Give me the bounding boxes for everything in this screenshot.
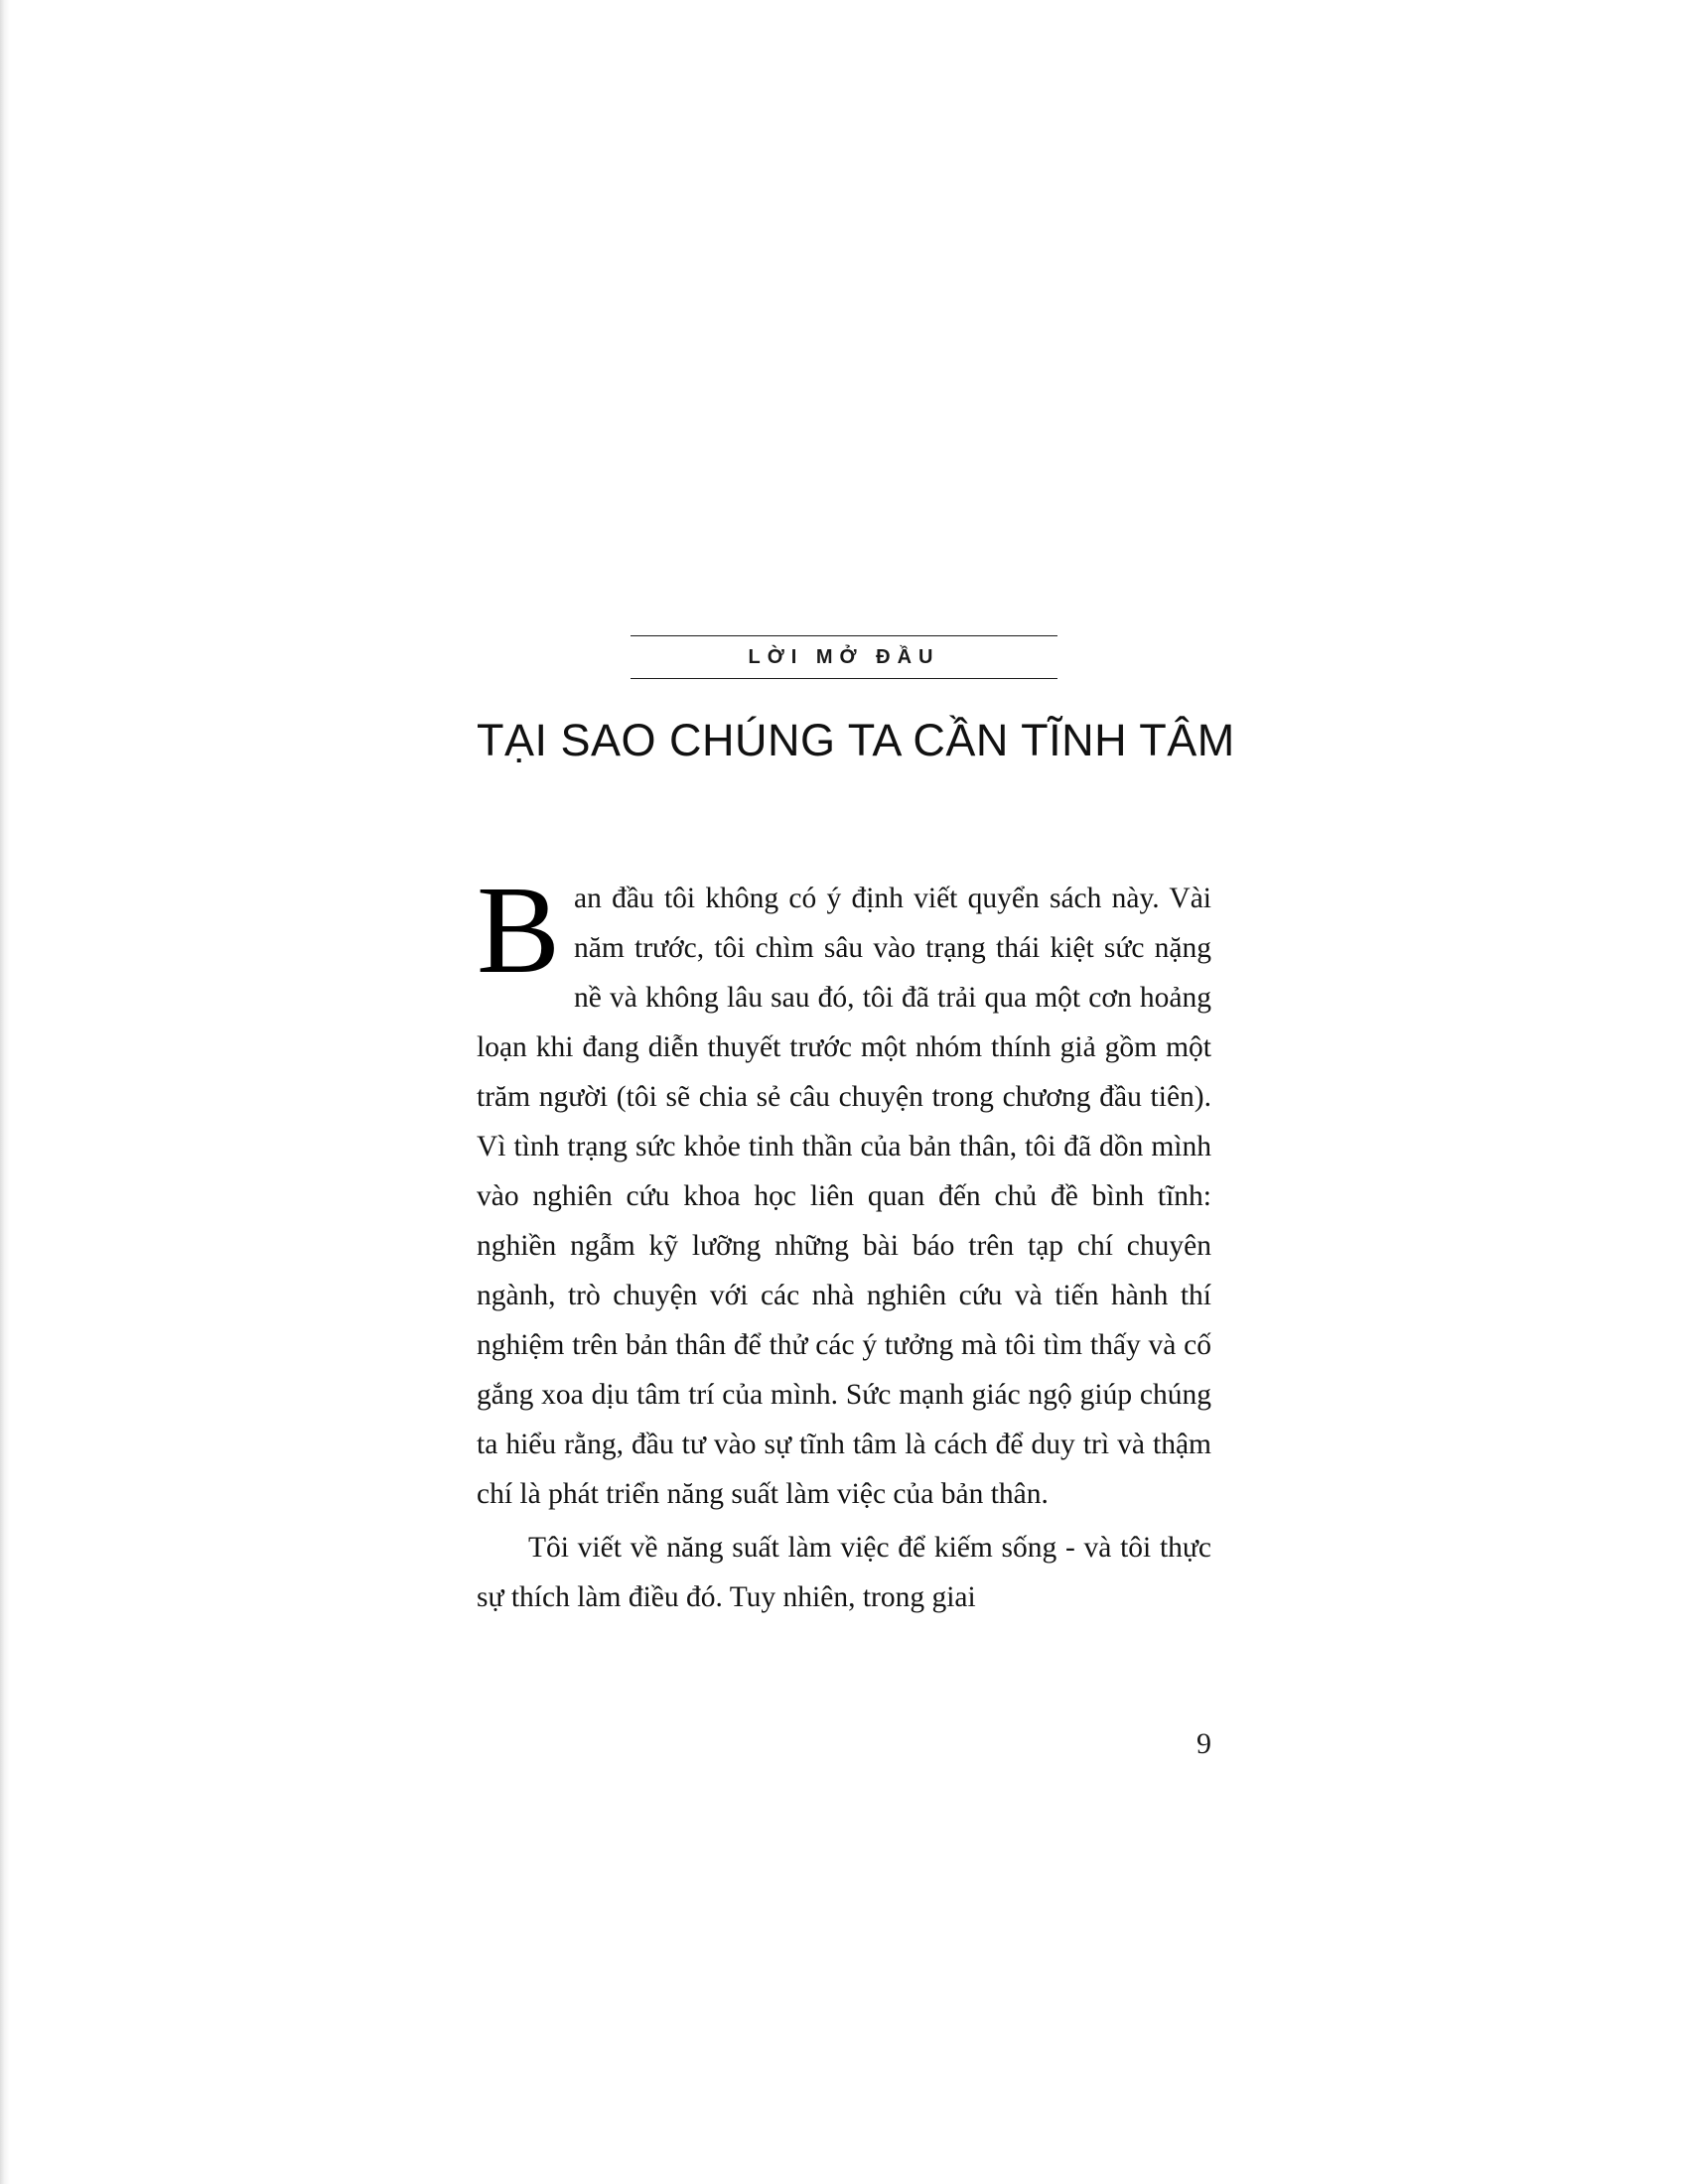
paragraph-first (477, 862, 1211, 1519)
page-title: TẠI SAO CHÚNG TA CẦN TĨNH TÂM (477, 715, 1235, 765)
eyebrow-rule-bottom (631, 678, 1057, 679)
paragraph-second: Tôi viết về năng suất làm việc để kiếm sống - và tôi thực sự thích làm điều đó. Tuy nhiên, trong giai (477, 1532, 1211, 1613)
paragraph-first-text: an đầu tôi không có ý định viết quyển sách này. Vài năm trước, tôi chìm sâu vào trạng thái kiệt sức nặng nề và không lâu sau đó, tôi đã trải qua một cơn hoảng loạn khi đang diễn thuyết trước một nhóm thính giả gồm một trăm người (tôi sẽ chia sẻ câu chuyện trong chương đầu tiên). Vì tình trạng sức khỏe tinh thần của bản thân, tôi đã dồn mình vào nghiên cứu khoa học liên quan đến chủ đề bình tĩnh: nghiền ngẫm kỹ lưỡng những bài báo trên tạp chí chuyên ngành, trò chuyện với các nhà nghiên cứu và tiến hành thí nghiệm trên bản thân để thử các ý tưởng mà tôi tìm thấy và cố gắng xoa dịu tâm trí của mình. Sức mạnh giác ngộ giúp chúng ta hiểu rằng, đầu tư vào sự tĩnh tâm là cách để duy trì và thậm chí là phát triển năng suất làm việc của bản thân. (477, 883, 1211, 1510)
page-number: 9 (1196, 1727, 1211, 1760)
page-content (477, 635, 1235, 1622)
gutter-shadow (0, 0, 10, 2184)
drop-cap: B (477, 862, 561, 1000)
section-eyebrow (477, 635, 1211, 679)
eyebrow-label: LỜI MỞ ĐẦU (748, 646, 940, 668)
body-text (477, 862, 1211, 1622)
